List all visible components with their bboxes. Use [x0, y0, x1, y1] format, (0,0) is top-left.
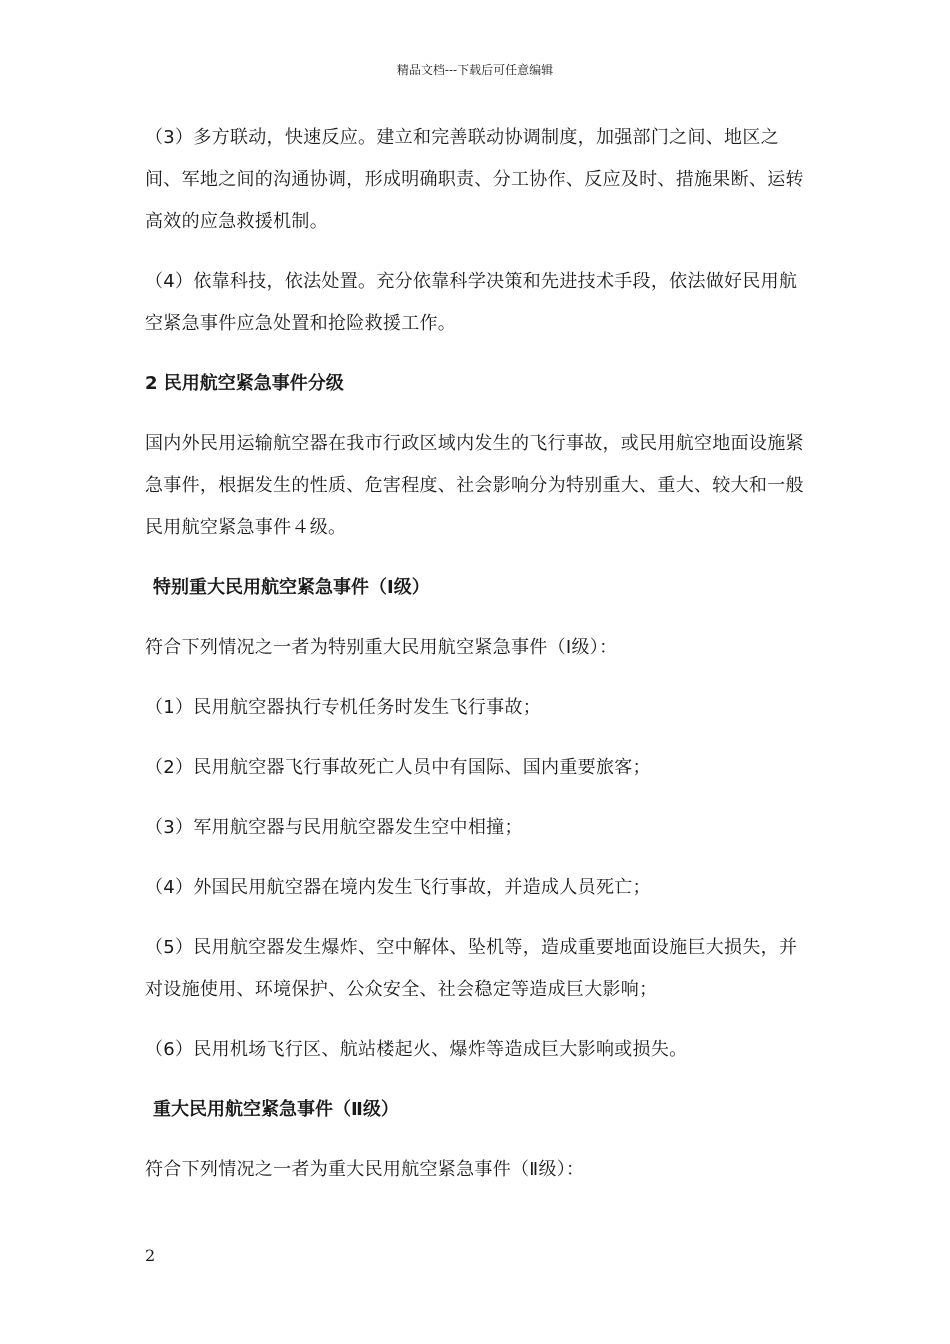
document-body — [145, 117, 815, 1209]
paragraph-level-1-intro: 符合下列情况之一者为特别重大民用航空紧急事件（Ⅰ级）： — [145, 637, 618, 658]
list-item: （2）民用航空器飞行事故死亡人员中有国际、国内重要旅客； — [145, 757, 651, 778]
list-item: （4）外国民用航空器在境内发生飞行事故，并造成人员死亡； — [145, 877, 651, 898]
section-heading: 2 民用航空紧急事件分级 — [145, 373, 344, 394]
subheading-level-1: 特别重大民用航空紧急事件（Ⅰ级） — [153, 577, 430, 598]
page-header: 精品文档---下载后可任意编辑 — [396, 63, 554, 77]
paragraph-principle-4: （4）依靠科技，依法处置。充分依靠科学决策和先进技术手段，依法做好民用航空紧急事件应急处置和抢险救援工作。 — [145, 271, 798, 334]
paragraph-principle-3: （3）多方联动，快速反应。建立和完善联动协调制度，加强部门之间、地区之间、军地之间的沟通协调，形成明确职责、分工协作、反应及时、措施果断、运转高效的应急救援机制。 — [145, 127, 804, 232]
list-item: （6）民用机场飞行区、航站楼起火、爆炸等造成巨大影响或损失。 — [145, 1039, 688, 1060]
list-item: （3）军用航空器与民用航空器发生空中相撞； — [145, 817, 523, 838]
subheading-level-2: 重大民用航空紧急事件（Ⅱ级） — [153, 1099, 399, 1120]
paragraph-classification: 国内外民用运输航空器在我市行政区域内发生的飞行事故，或民用航空地面设施紧急事件，根据发生的性质、危害程度、社会影响分为特别重大、重大、较大和一般民用航空紧急事件４级。 — [145, 433, 804, 538]
paragraph-level-2-intro: 符合下列情况之一者为重大民用航空紧急事件（Ⅱ级）： — [145, 1159, 585, 1180]
page-number: 2 — [145, 1246, 156, 1265]
list-item: （5）民用航空器发生爆炸、空中解体、坠机等，造成重要地面设施巨大损失，并对设施使用、环境保护、公众安全、社会稳定等造成巨大影响； — [145, 937, 798, 1000]
list-item: （1）民用航空器执行专机任务时发生飞行事故； — [145, 697, 542, 718]
